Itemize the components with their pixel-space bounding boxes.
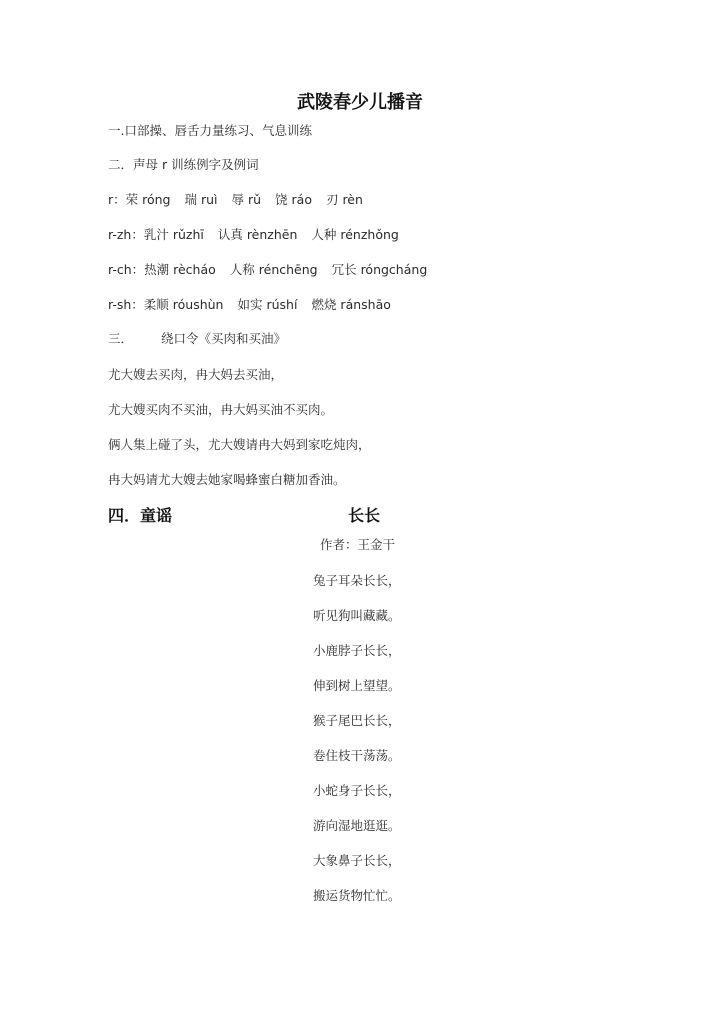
- r-zh-prefix: r-zh：: [108, 227, 144, 242]
- r-zh-word: 人种 rénzhǒng: [311, 227, 399, 242]
- poem-line: 听见狗叫藏藏。: [313, 608, 401, 623]
- r-ch-word: 冗长 róngcháng: [331, 262, 428, 277]
- r-ch-word: 人称 rénchēng: [229, 262, 318, 277]
- tongue-twister-line: 俩人集上碰了头，尤大嫂请冉大妈到家吃炖肉，: [108, 437, 371, 452]
- section-4-heading: 四．童谣: [108, 506, 173, 525]
- r-sh-example-line: [108, 296, 391, 314]
- r-sh-word: 燃烧 ránshāo: [311, 297, 391, 312]
- r-ch-example-line: [108, 261, 427, 279]
- r-example-line: [108, 191, 363, 209]
- r-zh-example-line: [108, 226, 399, 244]
- tongue-twister-line: 尤大嫂买肉不买油，冉大妈买油不买肉。: [108, 402, 334, 417]
- poem-line: 小鹿脖子长长，: [313, 643, 401, 658]
- r-zh-word: 认真 rènzhēn: [217, 227, 298, 242]
- poem-line: 搬运货物忙忙。: [313, 888, 401, 903]
- poem-title: 长长: [348, 506, 381, 525]
- section-2-heading: 二．声母 r 训练例字及例词: [108, 157, 259, 172]
- section-3-label: 三．: [108, 331, 134, 346]
- r-word: 辱 rǔ: [231, 192, 262, 207]
- section-1-heading: 一.口部操、唇舌力量练习、气息训练: [108, 123, 312, 138]
- r-sh-prefix: r-sh：: [108, 297, 144, 312]
- poem-line: 小蛇身子长长，: [313, 783, 401, 798]
- poem-line: 游向湿地逛逛。: [313, 818, 401, 833]
- r-ch-prefix: r-ch：: [108, 262, 145, 277]
- r-sh-word: 如实 rúshí: [237, 297, 298, 312]
- section-3-heading: [108, 330, 286, 348]
- poem-line: 猴子尾巴长长，: [313, 713, 401, 728]
- document-title: 武陵春少儿播音: [297, 92, 423, 113]
- r-ch-word: 热潮 rècháo: [144, 262, 216, 277]
- r-word: 饶 ráo: [275, 192, 312, 207]
- poem-line: 伸到树上望望。: [313, 678, 401, 693]
- section-3-title: 绕口令《买肉和买油》: [161, 331, 287, 346]
- r-word: 荣 róng: [125, 192, 171, 207]
- poem-line: 兔子耳朵长长，: [313, 573, 401, 588]
- tongue-twister-line: 冉大妈请尤大嫂去她家喝蜂蜜白糖加香油。: [108, 472, 346, 487]
- r-prefix: r：: [108, 192, 126, 207]
- poem-line: 大象鼻子长长，: [313, 853, 401, 868]
- tongue-twister-line: 尤大嫂去买肉，冉大妈去买油，: [108, 367, 284, 382]
- r-zh-word: 乳汁 rǔzhī: [143, 227, 204, 242]
- r-word: 刃 rèn: [325, 192, 363, 207]
- poem-line: 卷住枝干荡荡。: [313, 748, 401, 763]
- r-sh-word: 柔顺 róushùn: [143, 297, 224, 312]
- r-word: 瑞 ruì: [184, 192, 218, 207]
- poem-author: 作者：王金干: [320, 537, 396, 552]
